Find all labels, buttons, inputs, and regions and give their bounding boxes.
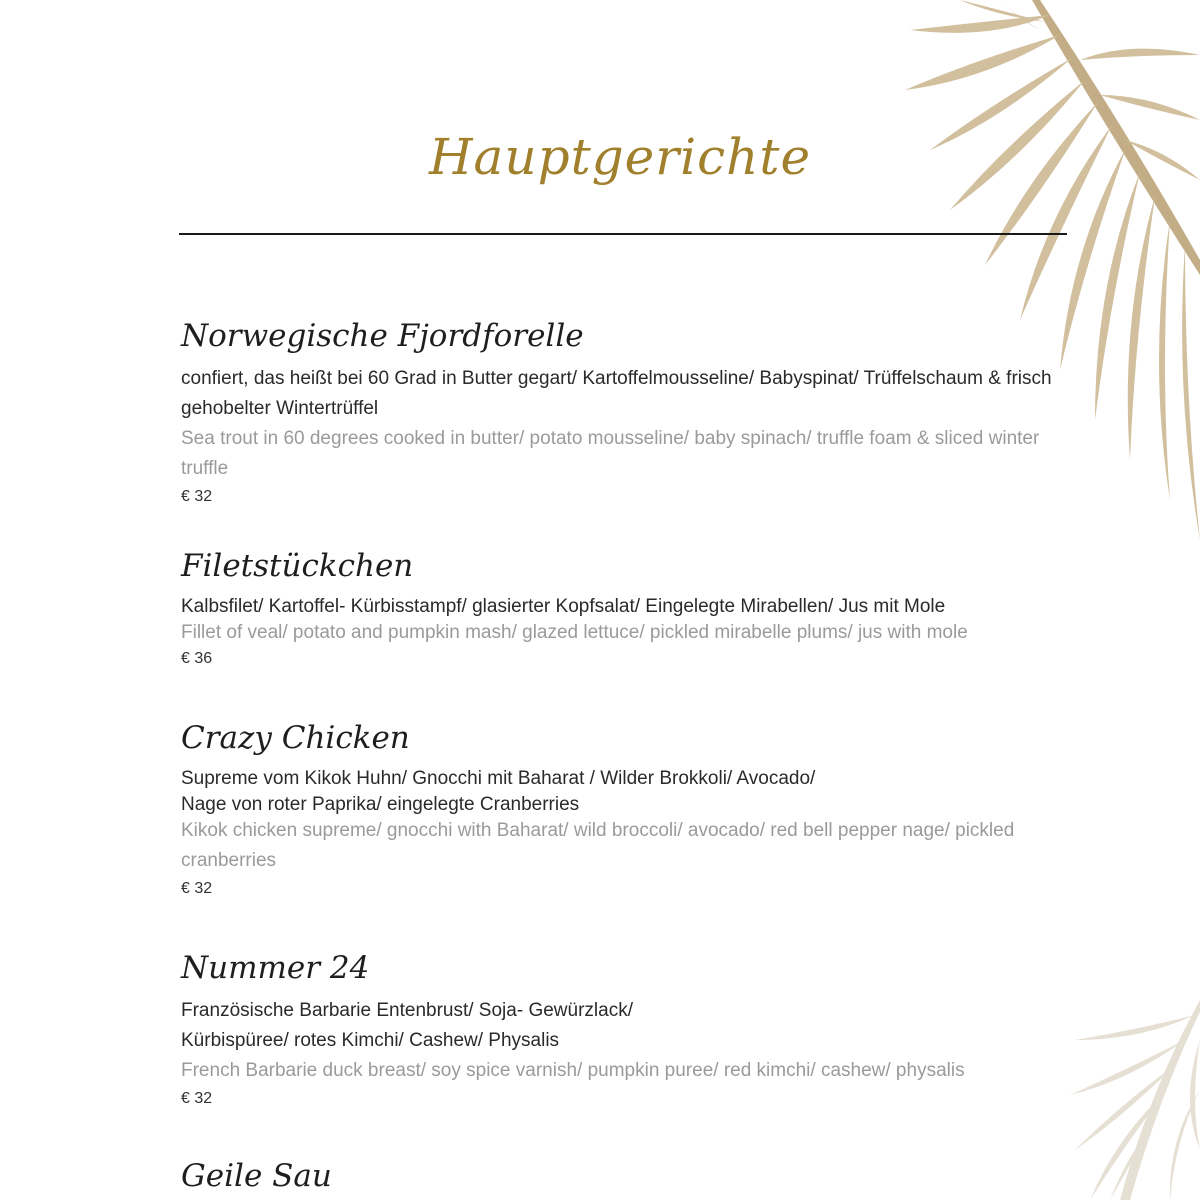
dish-item xyxy=(181,950,1061,1110)
dish-description-en: Fillet of veal/ potato and pumpkin mash/ glazed lettuce/ pickled mirabelle plums/ jus with mole xyxy=(181,622,968,643)
dish-description-de-line1: Französische Barbarie Entenbrust/ Soja- Gewürzlack/ xyxy=(181,1000,633,1021)
dish-price: € 32 xyxy=(181,880,213,897)
page-title: Hauptgerichte xyxy=(428,128,812,186)
dish-description-en: French Barbarie duck breast/ soy spice varnish/ pumpkin puree/ red kimchi/ cashew/ physalis xyxy=(181,1060,965,1081)
dish-item xyxy=(181,720,1061,900)
dish-description-de-line2: Kürbispüree/ rotes Kimchi/ Cashew/ Physalis xyxy=(181,1030,560,1051)
dish-description-de: Kalbsfilet/ Kartoffel- Kürbisstampf/ glasierter Kopfsalat/ Eingelegte Mirabellen/ Jus mit Mole xyxy=(181,596,946,617)
dish-item xyxy=(181,318,1061,508)
dish-name: Crazy Chicken xyxy=(181,720,410,756)
dish-item xyxy=(181,548,1061,670)
dish-description-de-line2: Nage von roter Paprika/ eingelegte Cranberries xyxy=(181,794,580,815)
dish-description-de-line1: Supreme vom Kikok Huhn/ Gnocchi mit Baharat / Wilder Brokkoli/ Avocado/ xyxy=(181,768,816,789)
dish-name: Norwegische Fjordforelle xyxy=(181,318,584,354)
dish-name: Geile Sau xyxy=(181,1158,332,1194)
dish-name: Nummer 24 xyxy=(181,950,370,986)
dish-item xyxy=(181,1158,1061,1204)
dish-description-de: confiert, das heißt bei 60 Grad in Butter gegart/ Kartoffelmousseline/ Babyspinat/ Trüffelschaum & frisch gehobelter Wintertrüffel xyxy=(181,368,1052,419)
dish-price: € 32 xyxy=(181,1090,213,1107)
dish-name: Filetstückchen xyxy=(181,548,414,584)
dish-price: € 32 xyxy=(181,488,213,505)
dish-description-en: Kikok chicken supreme/ gnocchi with Baharat/ wild broccoli/ avocado/ red bell pepper nage/ pickled cranberries xyxy=(181,820,1015,871)
title-divider xyxy=(179,233,1067,235)
dish-description-en: Sea trout in 60 degrees cooked in butter/ potato mousseline/ baby spinach/ truffle foam & sliced winter truffle xyxy=(181,428,1040,479)
dish-price: € 36 xyxy=(181,650,213,667)
